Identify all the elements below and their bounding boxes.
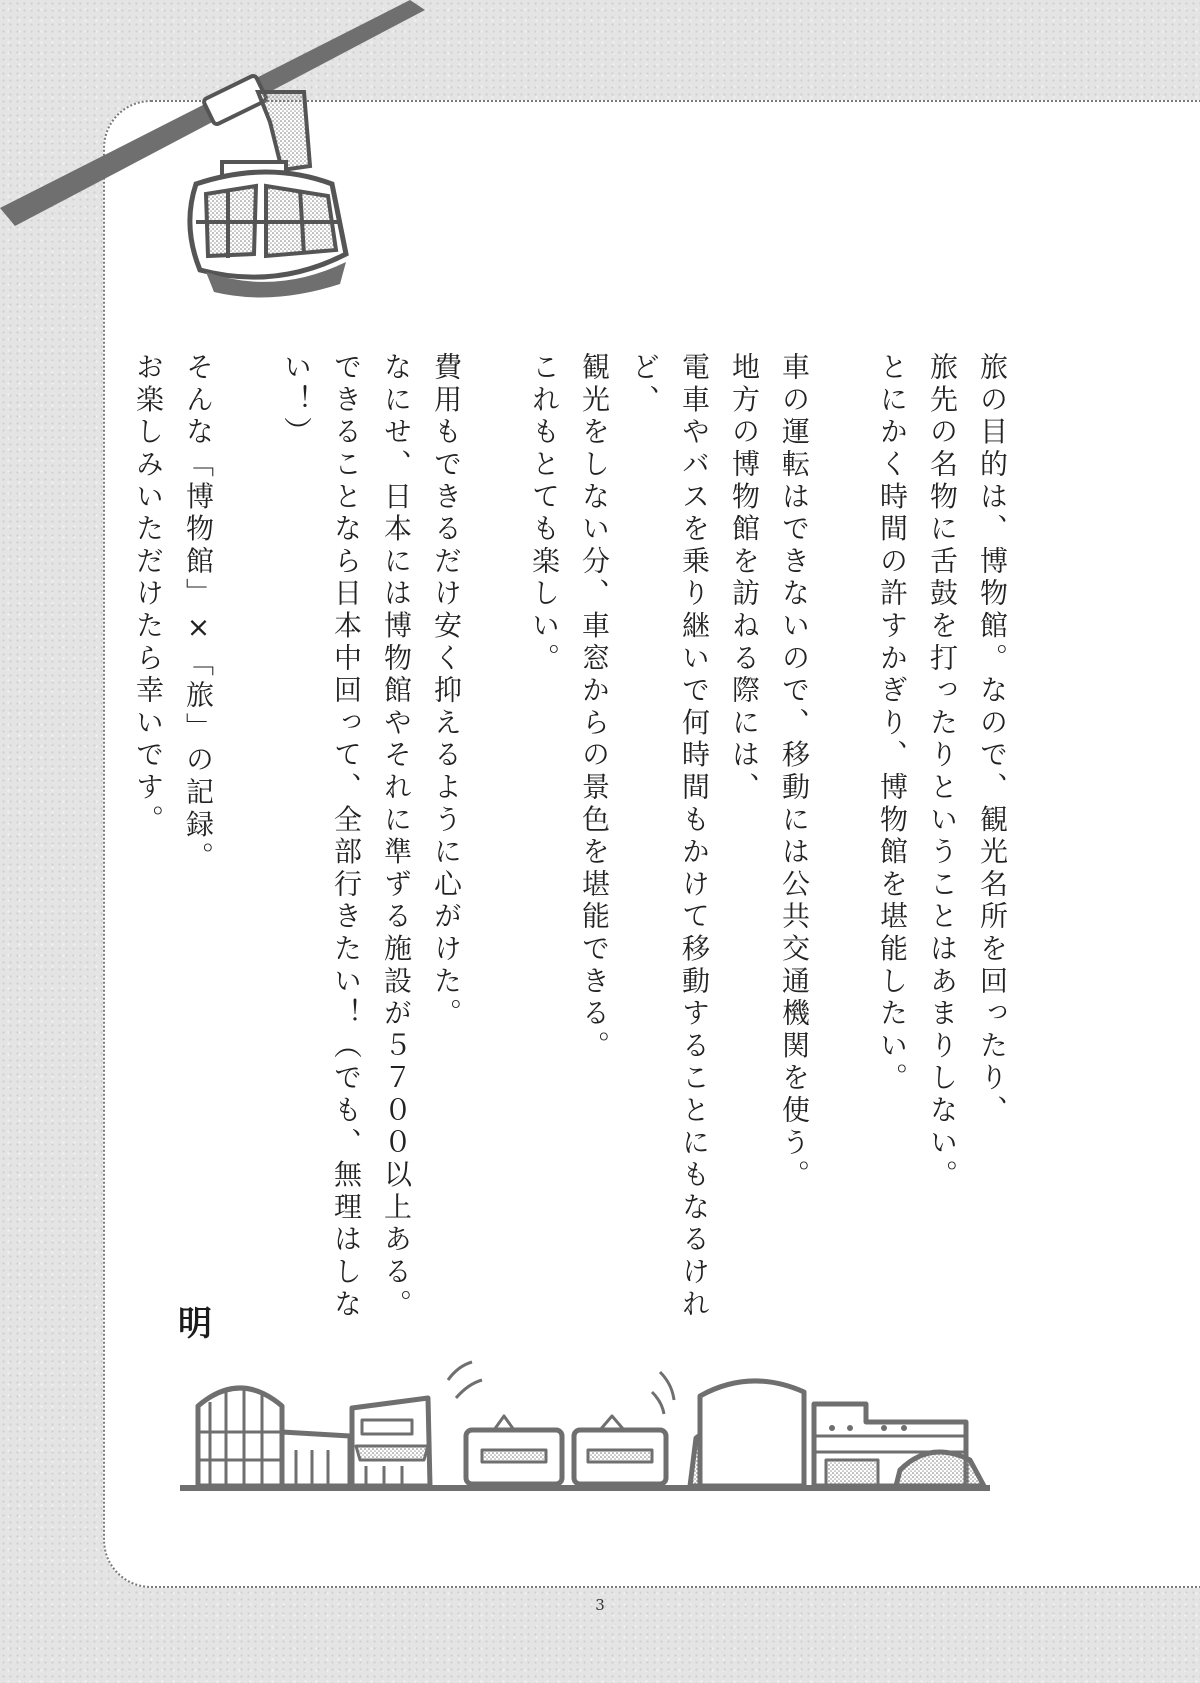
author-signature: 明 [178, 1304, 212, 1344]
text-line: とにかく時間の許すかぎり、博物館を堪能したい。 [876, 352, 909, 1095]
text-line: 電車やバスを乗り継いで何時間もかけて移動することにもなるけれど、 [628, 352, 711, 1321]
text-line: 旅先の名物に舌鼓を打ったりということはあまりしない。 [926, 352, 959, 1192]
paragraph-1 [867, 352, 1017, 1362]
text-line: 費用もできるだけ安く抑えるように心がけた。 [430, 352, 463, 1031]
text-line: そんな「博物館」×「旅」の記録。 [182, 352, 215, 874]
text-line: 旅の目的は、博物館。なので、観光名所を回ったり、 [976, 352, 1009, 1128]
text-line: 車の運転はできないので、移動には公共交通機関を使う。 [778, 352, 811, 1192]
text-line: お楽しみいただけたら幸いです。 [132, 352, 165, 837]
text-line: これもとても楽しい。 [528, 352, 561, 675]
text-line: 地方の博物館を訪ねる際には、 [728, 352, 761, 805]
paragraph-3 [271, 352, 471, 1362]
text-line: なにせ、日本には博物館やそれに準ずる施設が５７００以上ある。 [380, 352, 413, 1321]
body-text [123, 352, 1017, 1362]
paragraph-4 [123, 352, 223, 1362]
page-number: 3 [595, 1596, 605, 1614]
text-line: できることなら日本中回って、全部行きたい！（でも、無理はしない！） [280, 352, 363, 1321]
paragraph-2 [519, 352, 819, 1362]
text-line: 観光をしない分、車窓からの景色を堪能できる。 [578, 352, 611, 1063]
